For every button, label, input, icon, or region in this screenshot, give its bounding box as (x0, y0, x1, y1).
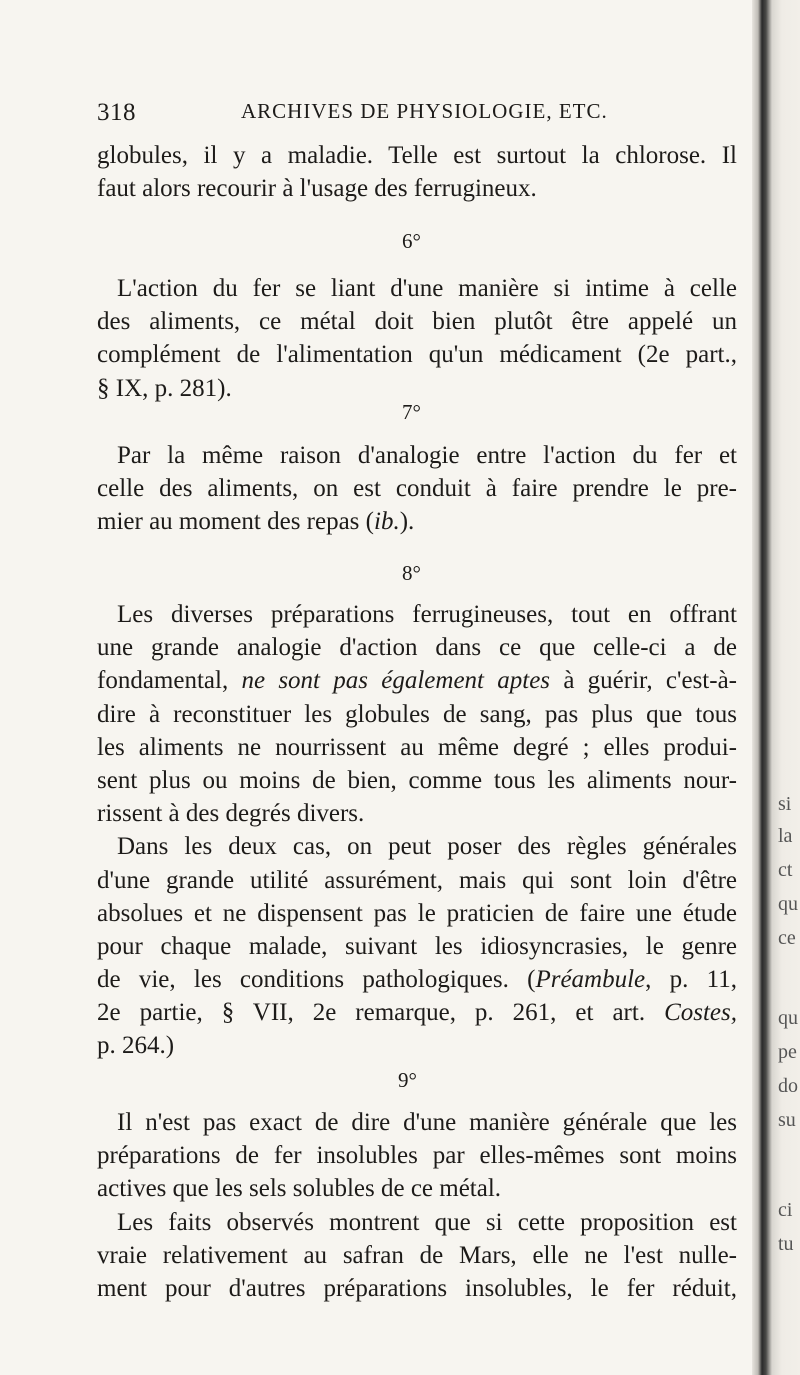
paragraph-8 (97, 598, 737, 1063)
book-gutter-shadow (752, 0, 800, 1375)
text-line: sent plus ou moins de bien, comme tous les aliments nour- (97, 766, 737, 794)
running-title: ARCHIVES DE PHYSIOLOGIE, ETC. (241, 99, 608, 123)
italic-ib: ib. (374, 508, 400, 536)
text-line (97, 996, 737, 1029)
text-line: Les faits observés montrent que si cette proposition est (117, 1208, 737, 1236)
text-line: rissent à des degrés divers. (97, 800, 365, 828)
facing-page-fragment: ct (778, 859, 793, 881)
section-number-6: 6° (402, 229, 421, 253)
section-number-8: 8° (402, 561, 421, 585)
text-line: L'action du fer se liant d'une manière si intime à celle (117, 275, 737, 302)
italic-emphasis: ne sont pas également aptes (241, 667, 551, 695)
page-number: 318 (97, 99, 136, 126)
facing-page-fragment: do (778, 1075, 798, 1097)
text-line: des aliments, ce métal doit bien plutôt être appelé un (97, 308, 737, 336)
text-run: à guérir, c'est-à- (550, 667, 737, 695)
text-line: celle des aliments, on est conduit à faire prendre le pre- (97, 475, 737, 503)
text-line: pour chaque malade, suivant les idiosyncrasies, le genre (97, 932, 737, 960)
facing-page-fragment: pe (778, 1041, 797, 1063)
text-line: Il n'est pas exact de dire d'une manière générale que les (117, 1109, 737, 1136)
section-number-7: 7° (402, 400, 421, 424)
text-line: ment pour d'autres préparations insolubles, le fer réduit, (97, 1274, 737, 1302)
facing-page-fragment: ce (778, 927, 796, 949)
text-run: de vie, les conditions pathologiques. ( (97, 966, 536, 994)
text-line (97, 664, 737, 697)
paragraph-7 (97, 439, 737, 539)
text-line: p. 264.) (97, 1032, 175, 1060)
facing-page-fragment: la (778, 825, 793, 847)
text-line: Les diverses préparations ferrugineuses, tout en offrant (117, 601, 737, 628)
text-line: les aliments ne nourrissent au même degré ; elles produi- (97, 733, 737, 761)
text-line: dire à reconstituer les globules de sang, pas plus que tous (97, 700, 737, 728)
italic-costes: Costes, (664, 999, 737, 1027)
text-run: fondamental, (97, 667, 242, 695)
text-line: préparations de fer insolubles par elles-mêmes sont moins (97, 1142, 737, 1170)
text-line: globules, il y a maladie. Telle est surtout la chlorose. Il (97, 142, 737, 169)
text-run: , p. 11, (645, 966, 737, 994)
text-line: Par la même raison d'analogie entre l'action du fer et (117, 442, 737, 469)
text-line (97, 963, 737, 996)
text-line: mier au moment des repas (ib.). (97, 508, 415, 536)
text-line: vraie relativement au safran de Mars, elle ne l'est nulle- (97, 1241, 737, 1269)
paragraph-6 (97, 272, 737, 405)
text-line: absolues et ne dispensent pas le praticien de faire une étude (97, 899, 737, 927)
running-header (97, 99, 737, 133)
text-line: d'une grande utilité assurément, mais qui sont loin d'être (97, 866, 737, 894)
paragraph-9 (97, 1106, 737, 1305)
facing-page-fragment: tu (778, 1233, 794, 1255)
text-line: complément de l'alimentation qu'un médicament (2e part., (97, 341, 737, 369)
section-number-9: 9° (398, 1068, 417, 1092)
italic-preambule: Préambule (535, 966, 646, 994)
facing-page-fragment: su (778, 1109, 796, 1131)
text-line: Dans les deux cas, on peut poser des règles générales (117, 833, 737, 861)
facing-page-fragment: qu (778, 893, 798, 915)
text-line: faut alors recourir à l'usage des ferrugineux. (97, 175, 537, 203)
facing-page-fragment: ci (778, 1199, 793, 1221)
text-line: actives que les sels solubles de ce métal. (97, 1175, 502, 1203)
text-line: une grande analogie d'action dans ce que celle-ci a de (97, 634, 737, 662)
facing-page-fragment: qu (778, 1007, 798, 1029)
facing-page-fragment: si (778, 793, 792, 815)
text-line: § IX, p. 281). (97, 374, 232, 402)
paragraph-continuation (97, 139, 737, 205)
text-run: 2e partie, § VII, 2e remarque, p. 261, et art. (97, 999, 665, 1027)
